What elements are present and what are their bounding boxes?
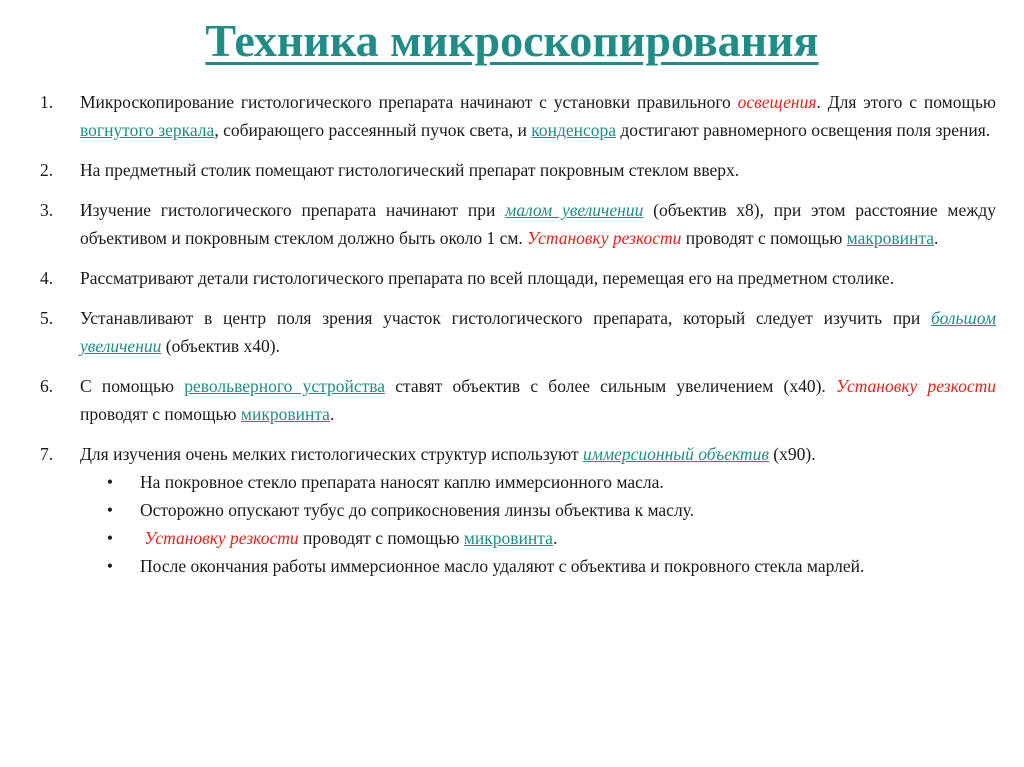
- item-number: 5.: [40, 308, 54, 328]
- text-span: (объектив х40).: [161, 336, 280, 356]
- item-number: 2.: [40, 160, 54, 180]
- text-span: Для изучения очень мелких гистологических структур используют: [80, 444, 584, 464]
- bullet-item: [80, 496, 996, 524]
- text-span: .: [329, 404, 335, 424]
- text-span: .: [934, 228, 939, 248]
- procedure-list: [40, 88, 996, 580]
- list-item-2: [40, 156, 996, 184]
- bullet-text: На покровное стекло препарата наносят каплю иммерсионного масла.: [140, 472, 664, 492]
- term-focus-setting: Установку резкости: [835, 376, 997, 396]
- bullet-dot: •: [106, 472, 114, 492]
- item-number: 1.: [40, 92, 54, 112]
- link-condenser[interactable]: конденсора: [531, 120, 617, 140]
- bullet-dot: •: [106, 556, 114, 576]
- list-item-3: [40, 196, 996, 252]
- bullet-item: [80, 468, 996, 496]
- list-item-7: [40, 440, 996, 468]
- list-item-5: [40, 304, 996, 360]
- bullet-list: [80, 468, 996, 580]
- text-span: проводят с помощью: [80, 404, 241, 424]
- item-text: [80, 196, 996, 252]
- item-number: 6.: [40, 376, 54, 396]
- term-focus-setting: Установку резкости: [144, 528, 299, 548]
- item-text: Рассматривают детали гистологического препарата по всей площади, перемещая его на предметном столике.: [80, 268, 895, 288]
- link-high-magnification[interactable]: большом увеличении: [80, 308, 996, 356]
- page-title: Техника микроскопирования: [205, 15, 819, 66]
- text-span: проводят с помощью: [681, 228, 847, 248]
- bullet-text: [140, 524, 996, 552]
- bullet-dot: •: [106, 500, 114, 520]
- link-low-magnification[interactable]: малом увеличении: [505, 200, 644, 220]
- bullet-item: [80, 552, 996, 580]
- list-item-1: [40, 88, 996, 144]
- bullet-text: Осторожно опускают тубус до соприкосновения линзы объектива к маслу.: [140, 500, 695, 520]
- link-micro-screw[interactable]: микровинта: [240, 404, 330, 424]
- text-span: проводят с помощью: [298, 528, 464, 548]
- item-number: 4.: [40, 268, 54, 288]
- text-span: .: [552, 528, 558, 548]
- text-span: , собирающего рассеянный пучок света, и: [214, 120, 532, 140]
- text-span: . Для этого с помощью: [816, 92, 996, 112]
- text-span: достигают равномерного освещения поля зрения.: [616, 120, 991, 140]
- item-text: [80, 372, 996, 428]
- item-number: 3.: [40, 200, 54, 220]
- text-span: (х90).: [768, 444, 816, 464]
- item-text: [80, 440, 996, 468]
- link-immersion-objective[interactable]: иммерсионный объектив: [583, 444, 769, 464]
- item-text: [80, 304, 996, 360]
- text-span: С помощью: [80, 376, 185, 396]
- bullet-dot: •: [106, 528, 114, 548]
- link-macro-screw[interactable]: макровинта: [846, 228, 935, 248]
- list-item-4: [40, 264, 996, 292]
- term-illumination: освещения: [737, 92, 817, 112]
- text-span: Устанавливают в центр поля зрения участок гистологического препарата, который следует изучить при: [80, 308, 932, 328]
- text-span: ставят объектив с более сильным увеличением (х40).: [385, 376, 836, 396]
- item-text: [80, 88, 996, 144]
- bullet-item: [80, 524, 996, 552]
- list-item-6: [40, 372, 996, 428]
- link-concave-mirror[interactable]: вогнутого зеркала: [80, 120, 215, 140]
- text-span: Изучение гистологического препарата начинают при: [80, 200, 506, 220]
- bullet-text: После окончания работы иммерсионное масло удаляют с объектива и покровного стекла марлей.: [140, 556, 865, 576]
- item-text: На предметный столик помещают гистологический препарат покровным стеклом вверх.: [80, 160, 740, 180]
- text-span: Микроскопирование гистологического препарата начинают с установки правильного: [80, 92, 738, 112]
- item-number: 7.: [40, 444, 54, 464]
- text-span: (объектив х8), при этом расстояние между объективом и покровным стеклом должно быть около 1 см.: [80, 200, 997, 248]
- link-micro-screw[interactable]: микровинта: [463, 528, 553, 548]
- term-focus-setting: Установку резкости: [527, 228, 682, 248]
- link-revolver[interactable]: револьверного устройства: [184, 376, 386, 396]
